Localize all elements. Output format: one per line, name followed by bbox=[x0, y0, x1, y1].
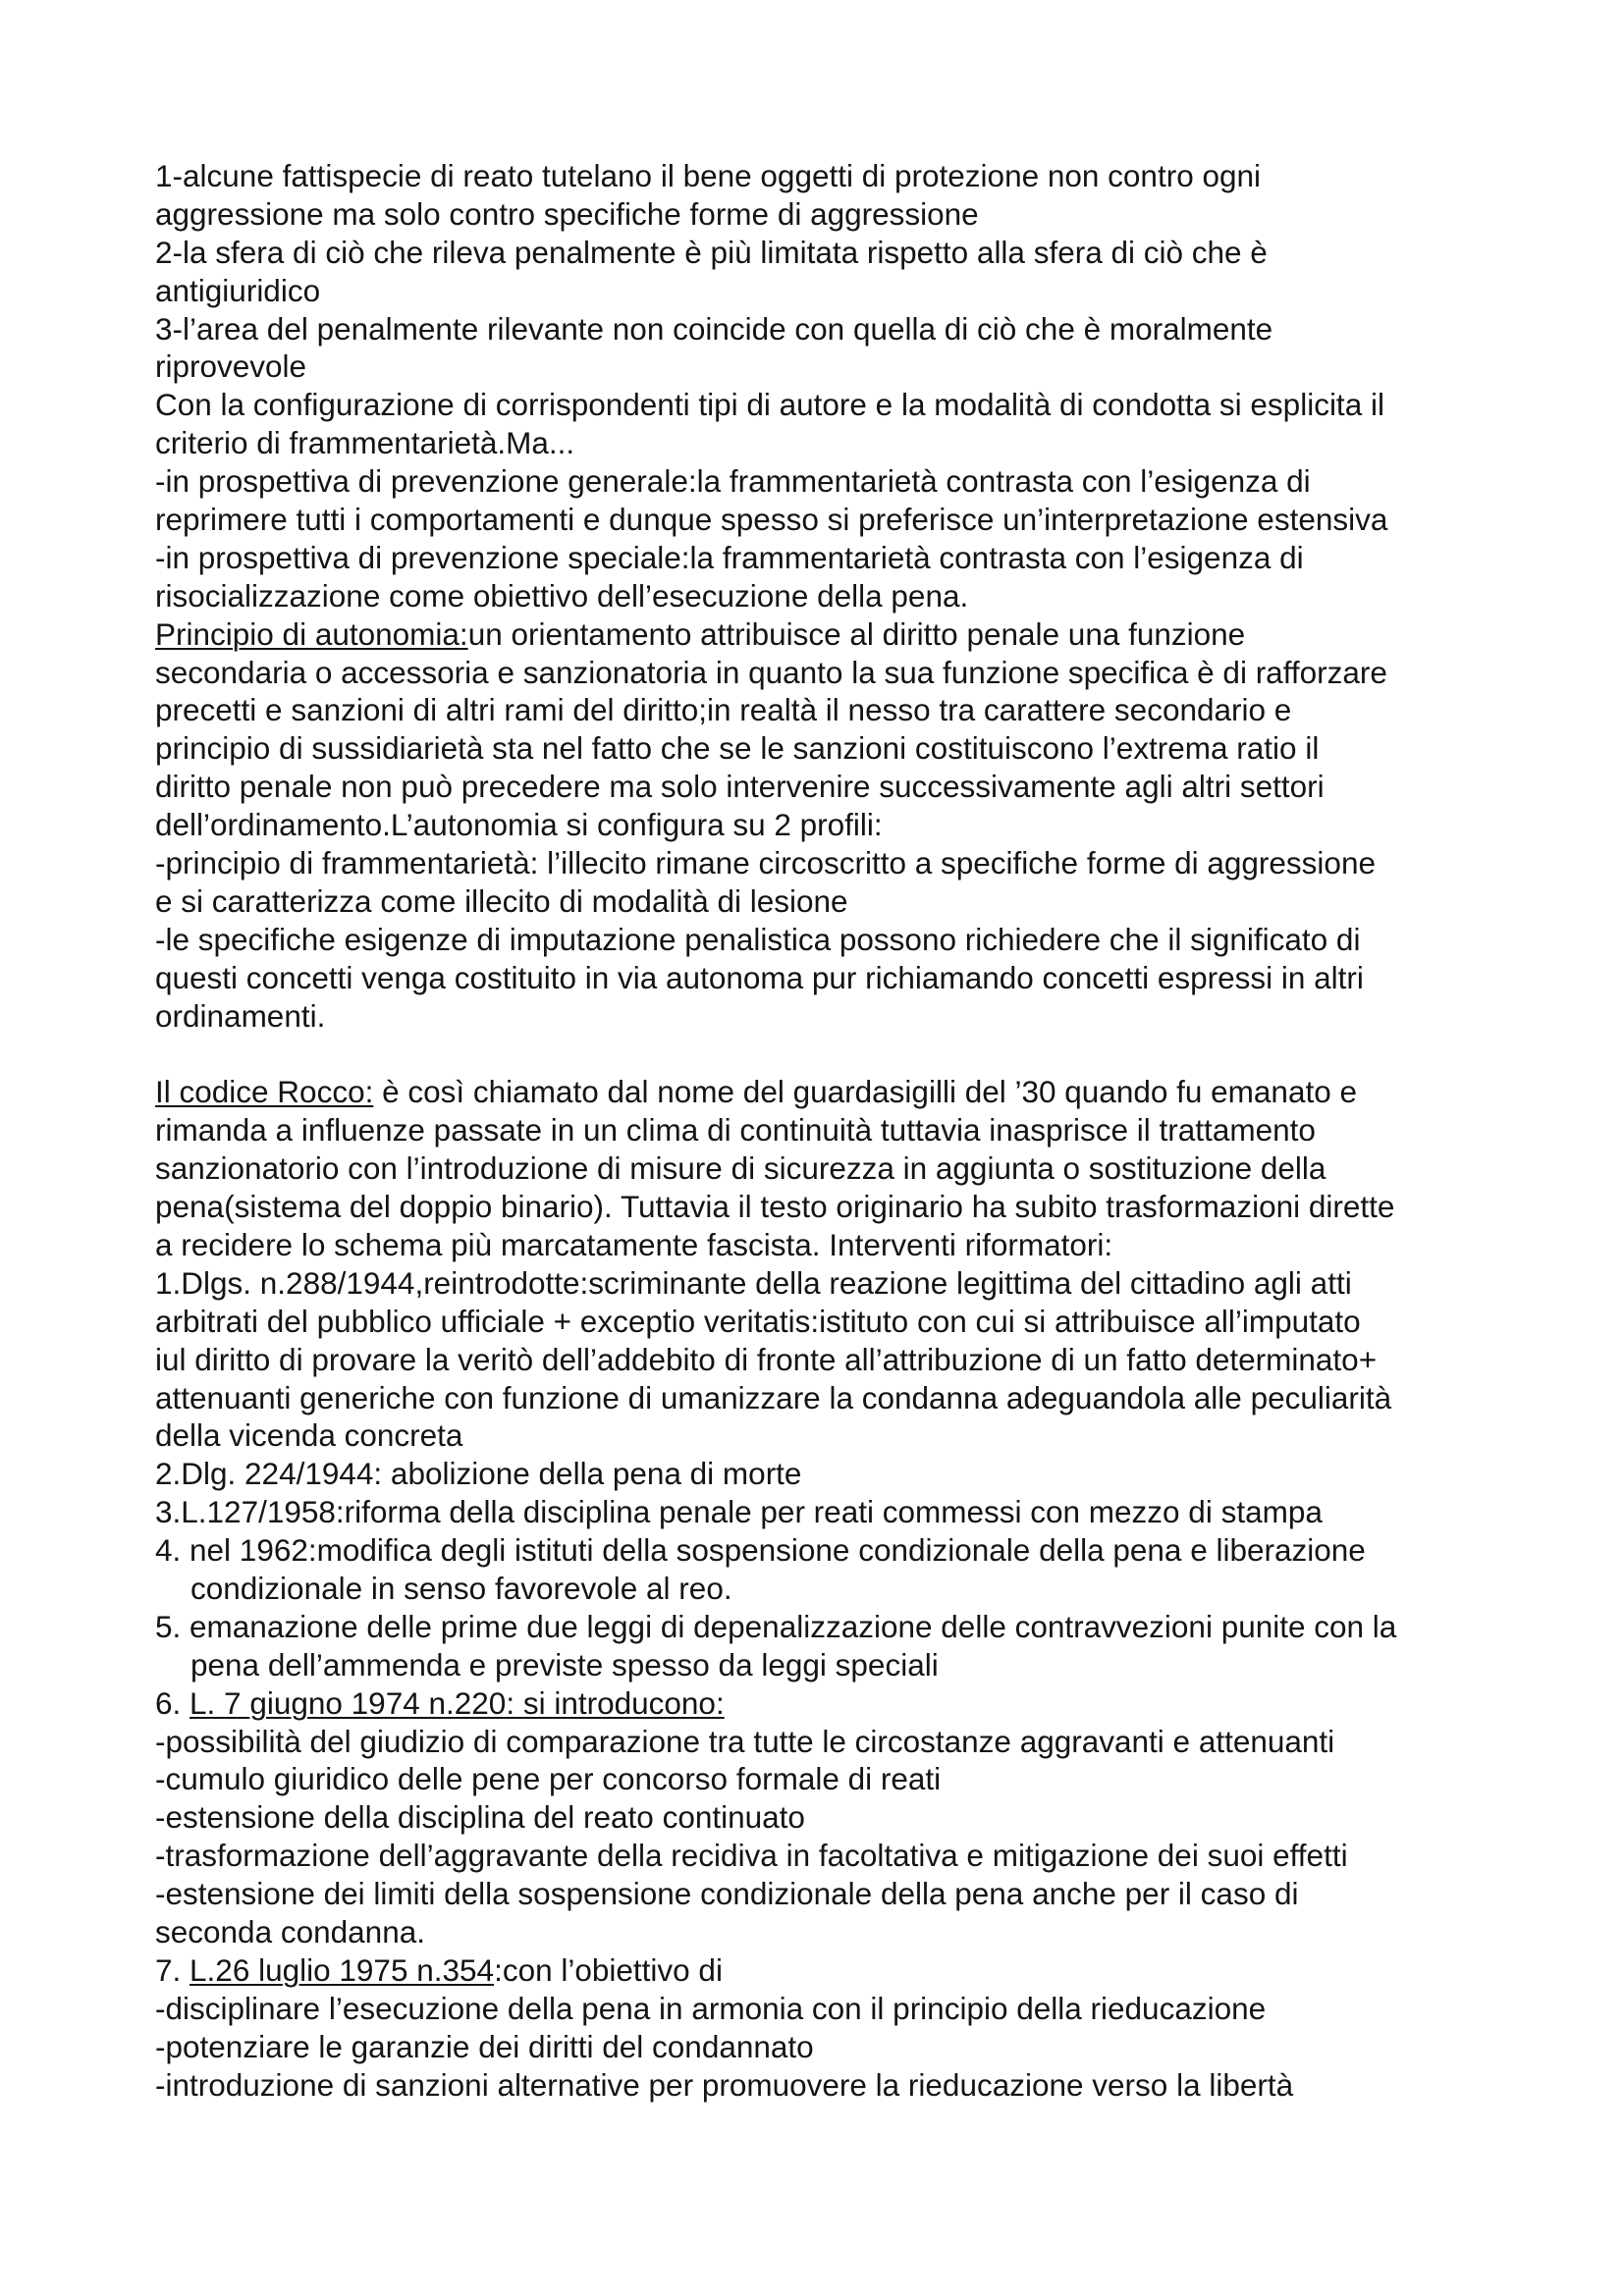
text-line: -in prospettiva di prevenzione speciale:la frammentarietà contrasta con l’esigenza di bbox=[155, 539, 1304, 575]
text-line: aggressione ma solo contro specifiche forme di aggressione bbox=[155, 195, 979, 232]
text-line: secondaria o accessoria e sanzionatoria in quanto la sua funzione specifica è di rafforzare bbox=[155, 654, 1387, 690]
text-line: attenuanti generiche con funzione di umanizzare la condanna adeguandola alle peculiarità bbox=[155, 1379, 1392, 1415]
text-line: -potenziare le garanzie dei diritti del condannato bbox=[155, 2028, 814, 2064]
text-line: antigiuridico bbox=[155, 272, 321, 308]
text-line: risocializzazione come obiettivo dell’esecuzione della pena. bbox=[155, 577, 969, 614]
text-line: 3.L.127/1958:riforma della disciplina penale per reati commessi con mezzo di stampa bbox=[155, 1494, 1323, 1530]
document-body bbox=[155, 157, 1549, 2104]
rocco-intro-text: è così chiamato dal nome del guardasigilli del ’30 quando fu emanato e bbox=[373, 1074, 1358, 1110]
autonomia-heading: Principio di autonomia: bbox=[155, 615, 468, 652]
text-line: 1-alcune fattispecie di reato tutelano il bene oggetti di protezione non contro ogni bbox=[155, 158, 1262, 193]
legge-1975-intro-text: :con l’obiettivo di bbox=[494, 1951, 723, 1988]
text-line: e si caratterizza come illecito di modalità di lesione bbox=[155, 882, 848, 919]
legge-1975-heading: L.26 luglio 1975 n.354 bbox=[189, 1951, 495, 1988]
list-number: 7. bbox=[155, 1951, 190, 1988]
text-line: -estensione dei limiti della sospensione condizionale della pena anche per il caso di bbox=[155, 1876, 1299, 1912]
text-line: a recidere lo schema più marcatamente fascista. Interventi riformatori: bbox=[155, 1226, 1113, 1262]
text-line: -le specifiche esigenze di imputazione penalistica possono richiedere che il significato di bbox=[155, 921, 1361, 957]
legge-1974-heading-line bbox=[155, 1684, 1549, 1723]
text-line: iul diritto di provare la veritò dell’addebito di fronte all’attribuzione di un fatto determinato+ bbox=[155, 1341, 1378, 1377]
text-line: della vicenda concreta bbox=[155, 1417, 463, 1454]
autonomia-intro-text: un orientamento attribuisce al diritto penale una funzione bbox=[467, 615, 1246, 652]
rocco-heading: Il codice Rocco: bbox=[155, 1074, 374, 1110]
text-line: -possibilità del giudizio di comparazione tra tutte le circostanze aggravanti e attenuanti bbox=[155, 1723, 1335, 1759]
text-line: -disciplinare l’esecuzione della pena in armonia con il principio della rieducazione bbox=[155, 1990, 1267, 2026]
list-number: 6. bbox=[155, 1684, 190, 1721]
text-line: sanzionatorio con l’introduzione di misure di sicurezza in aggiunta o sostituzione della bbox=[155, 1150, 1326, 1187]
paragraph-spacer bbox=[155, 1035, 1549, 1073]
text-line: -in prospettiva di prevenzione generale:la frammentarietà contrasta con l’esigenza di bbox=[155, 463, 1311, 500]
text-line: precetti e sanzioni di altri rami del diritto;in realtà il nesso tra carattere secondario e bbox=[155, 692, 1292, 728]
autonomia-first-line bbox=[155, 615, 1549, 654]
text-line: 4. nel 1962:modifica degli istituti della sospensione condizionale della pena e liberazione bbox=[155, 1532, 1366, 1569]
text-line: arbitrati del pubblico ufficiale + exceptio veritatis:istituto con cui si attribuisce all’imputato bbox=[155, 1303, 1361, 1339]
text-line: -estensione della disciplina del reato continuato bbox=[155, 1799, 805, 1836]
text-line: 2.Dlg. 224/1944: abolizione della pena di morte bbox=[155, 1456, 802, 1492]
text-line: reprimere tutti i comportamenti e dunque spesso si preferisce un’interpretazione estensiva bbox=[155, 502, 1388, 538]
text-line: -cumulo giuridico delle pene per concorso formale di reati bbox=[155, 1761, 942, 1797]
text-line: Con la configurazione di corrispondenti tipi di autore e la modalità di condotta si esplicita il bbox=[155, 387, 1384, 423]
text-line: diritto penale non può precedere ma solo intervenire successivamente agli altri settori bbox=[155, 769, 1325, 805]
legge-1974-heading: L. 7 giugno 1974 n.220: si introducono: bbox=[189, 1684, 725, 1721]
text-line: -principio di frammentarietà: l’illecito rimane circoscritto a specifiche forme di aggressione bbox=[155, 845, 1376, 881]
text-line: -introduzione di sanzioni alternative per promuovere la rieducazione verso la libertà bbox=[155, 2066, 1294, 2103]
indented-text-line: condizionale in senso favorevole al reo. bbox=[190, 1570, 732, 1606]
text-line: ordinamenti. bbox=[155, 997, 326, 1034]
text-line: riprovevole bbox=[155, 348, 307, 385]
text-line: 3-l’area del penalmente rilevante non coincide con quella di ciò che è moralmente bbox=[155, 310, 1273, 347]
text-line: 5. emanazione delle prime due leggi di depenalizzazione delle contravvezioni punite con la bbox=[155, 1608, 1397, 1644]
text-line: seconda condanna. bbox=[155, 1913, 425, 1949]
text-line: questi concetti venga costituito in via autonoma pur richiamando concetti espressi in altri bbox=[155, 959, 1364, 995]
indented-text-line: pena dell’ammenda e previste spesso da leggi speciali bbox=[190, 1646, 939, 1682]
legge-1975-heading-line bbox=[155, 1951, 1549, 1990]
text-line: pena(sistema del doppio binario). Tuttavia il testo originario ha subito trasformazioni dirette bbox=[155, 1189, 1395, 1225]
text-line: criterio di frammentarietà.Ma... bbox=[155, 425, 575, 461]
text-line: 2-la sfera di ciò che rileva penalmente è più limitata rispetto alla sfera di ciò che è bbox=[155, 234, 1268, 270]
text-line: rimanda a influenze passate in un clima di continuità tuttavia inasprisce il trattamento bbox=[155, 1112, 1316, 1148]
text-line: -trasformazione dell’aggravante della recidiva in facoltativa e mitigazione dei suoi effetti bbox=[155, 1838, 1348, 1874]
rocco-first-line bbox=[155, 1073, 1549, 1111]
text-line: dell’ordinamento.L’autonomia si configura su 2 profili: bbox=[155, 807, 883, 843]
text-line: 1.Dlgs. n.288/1944,reintrodotte:scriminante della reazione legittima del cittadino agli atti bbox=[155, 1264, 1352, 1301]
text-line: principio di sussidiarietà sta nel fatto che se le sanzioni costituiscono l’extrema ratio il bbox=[155, 730, 1320, 767]
